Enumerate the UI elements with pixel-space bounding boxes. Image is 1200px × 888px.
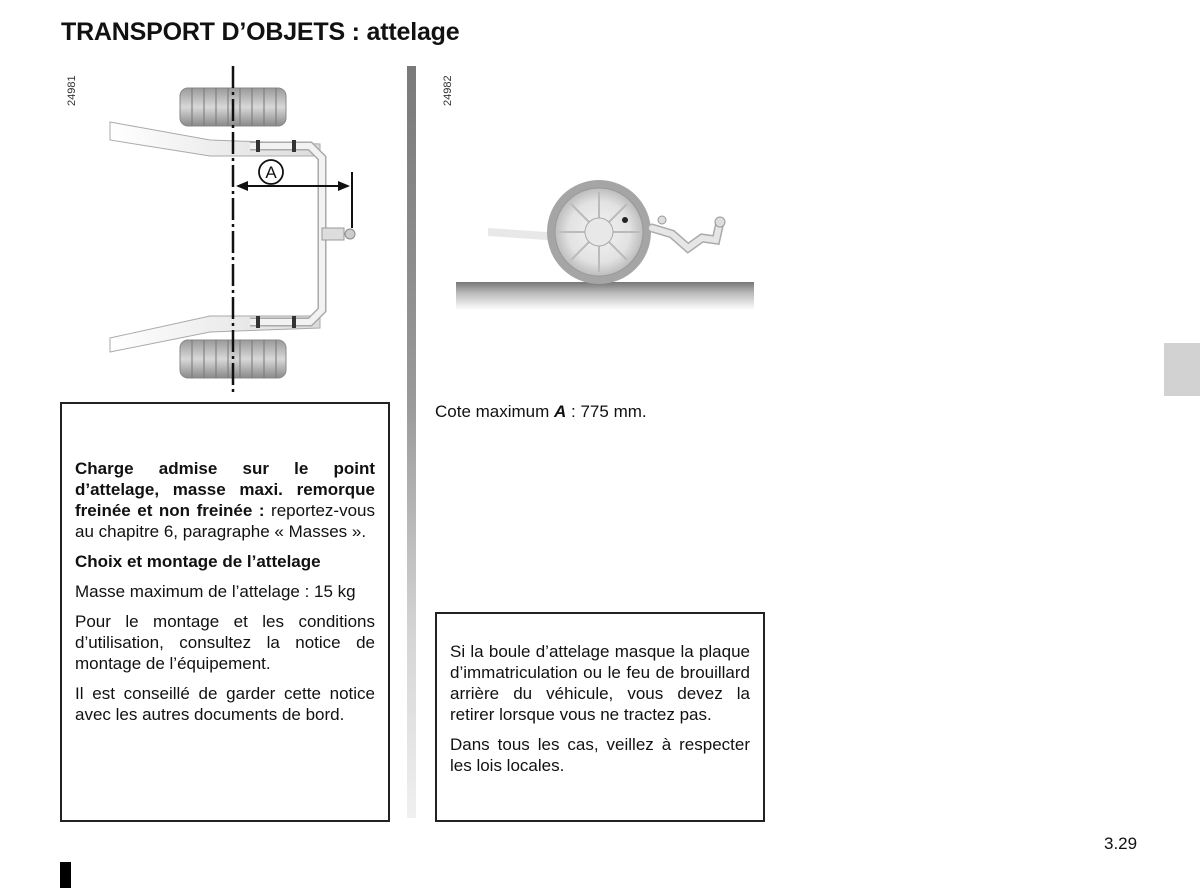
dimension-a-label: A bbox=[265, 163, 277, 182]
max-mass-text: Masse maximum de l’attelage : 15 kg bbox=[75, 582, 356, 601]
towball-warning-text: Si la boule d’attelage masque la plaque d’immatriculation ou le feu de brouillard arrière du véhicule, vous devez la retirer lorsque vous ne tractez pas. bbox=[450, 642, 750, 724]
info-box-left bbox=[60, 402, 390, 822]
load-text: reportez-vous au chapitre 6, paragraphe « Masses ». bbox=[75, 501, 375, 541]
towbar-side-view-drawing bbox=[436, 60, 766, 330]
column-divider bbox=[407, 66, 416, 818]
towbar-side-view-figure bbox=[436, 60, 766, 330]
chapter-tab bbox=[1164, 343, 1200, 396]
info-box-right bbox=[435, 612, 765, 822]
page-title: TRANSPORT D’OBJETS : attelage bbox=[61, 18, 460, 46]
keep-notice-text: Il est conseillé de garder cette notice avec les autres documents de bord. bbox=[75, 684, 375, 724]
figure-number: 24981 bbox=[66, 75, 78, 106]
max-dimension-text: Cote maximum A : 775 mm. bbox=[435, 402, 647, 421]
mounting-heading: Choix et montage de l’attelage bbox=[75, 552, 321, 571]
towbar-top-view-drawing bbox=[60, 60, 400, 400]
corner-mark bbox=[60, 862, 71, 888]
figure-number: 24982 bbox=[442, 75, 454, 106]
page-number: 3.29 bbox=[1104, 834, 1138, 853]
towbar-top-view-figure bbox=[60, 60, 400, 400]
local-laws-text: Dans tous les cas, veillez à respecter les lois locales. bbox=[450, 735, 750, 775]
mounting-text: Pour le montage et les conditions d’utilisation, consultez la notice de montage de l’équipement. bbox=[75, 612, 375, 673]
load-heading: Charge admise sur le point d’attelage, masse maxi. remorque freinée et non freinée : bbox=[75, 459, 375, 520]
